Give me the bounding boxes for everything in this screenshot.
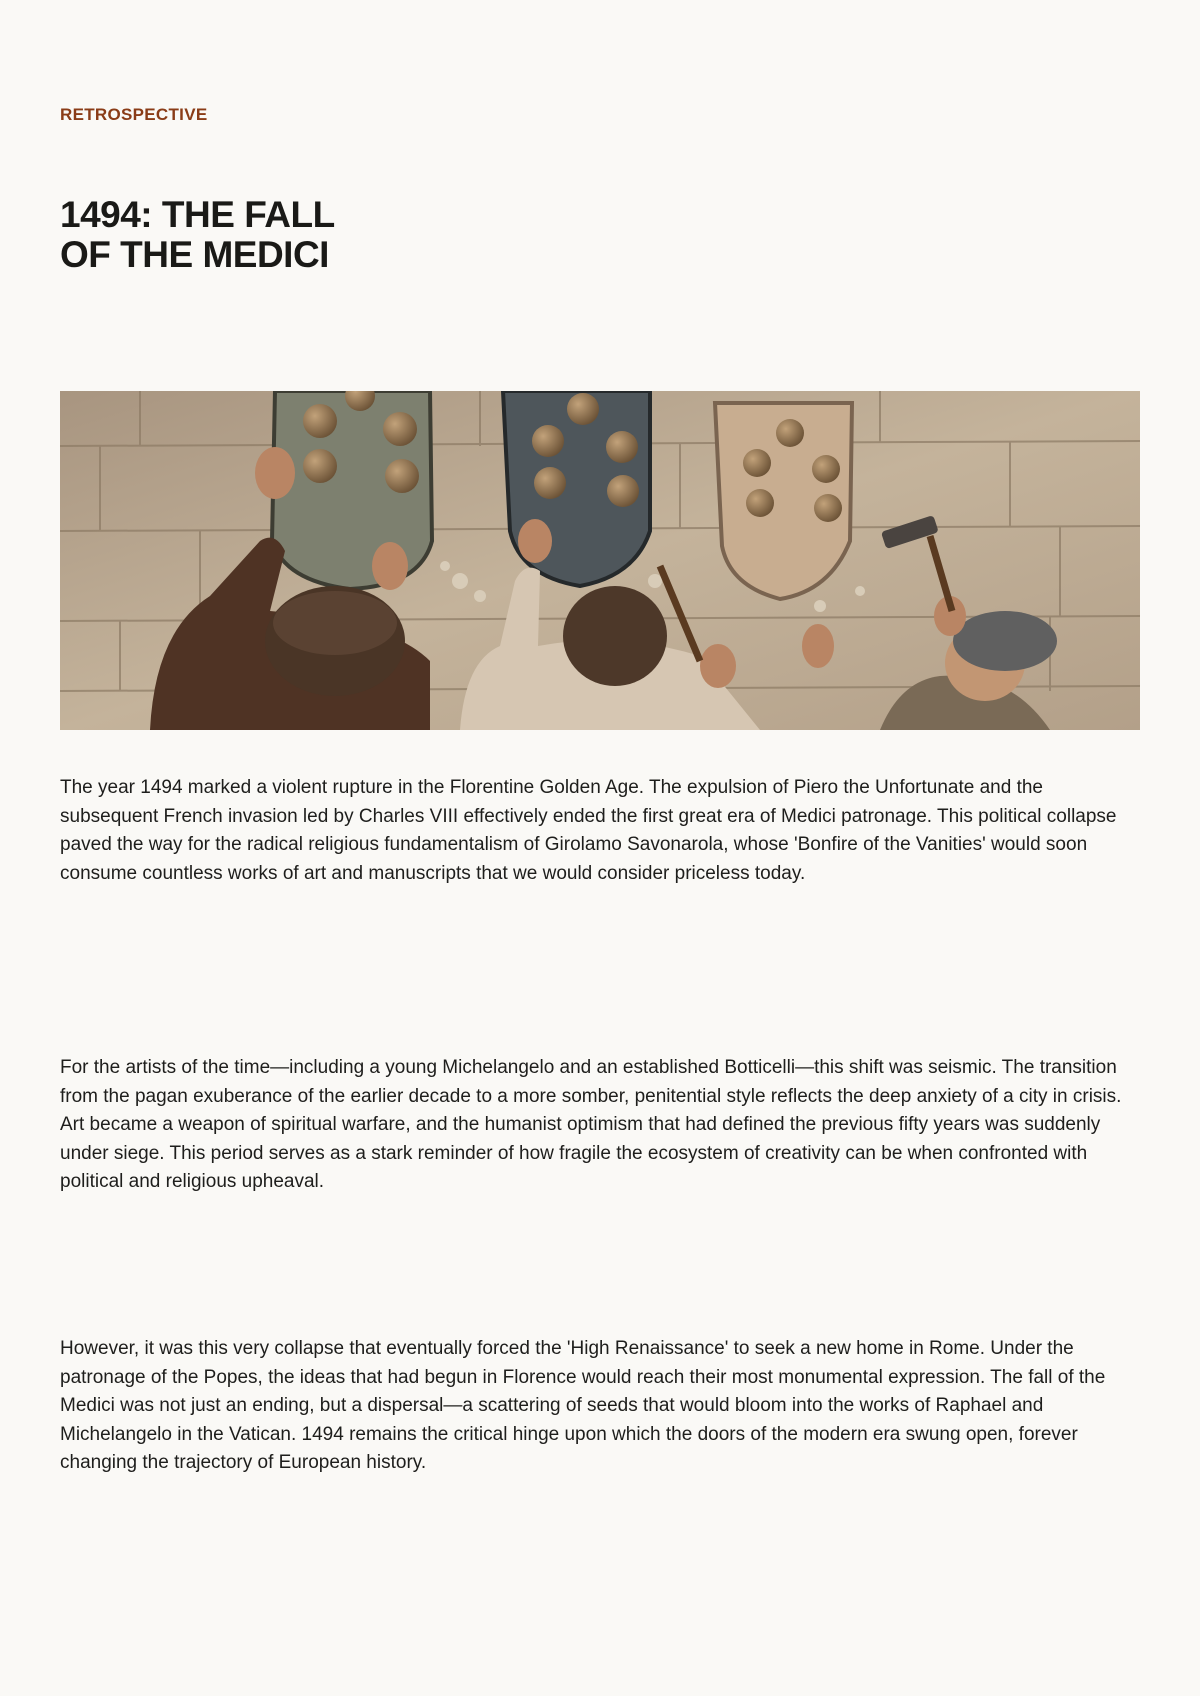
workers-removing-medici-crests-illustration: [60, 391, 1140, 730]
body-paragraph-1: The year 1494 marked a violent rupture in the Florentine Golden Age. The expulsion of Piero the Unfortunate and the subsequent French invasion led by Charles VIII effectively ended the first great era of Medici patronage. This political collapse paved the way for the radical religious fundamentalism of Girolamo Savonarola, whose 'Bonfire of the Vanities' would soon consume countless works of art and manuscripts that we would consider priceless today.: [60, 777, 1117, 884]
body-paragraph-2: For the artists of the time—including a young Michelangelo and an established Botticelli—this shift was seismic. The transition from the pagan exuberance of the earlier decade to a more somber, penitential style reflects the deep anxiety of a city in crisis. Art became a weapon of spiritual warfare, and the humanist optimism that had defined the previous fifty years was suddenly under siege. This period serves as a stark reminder of how fragile the ecosystem of creativity can be when confronted with political and religious upheaval.: [60, 1057, 1122, 1192]
title-line-2: OF THE MEDICI: [60, 234, 329, 275]
title-line-1: 1494: THE FALL: [60, 194, 335, 235]
section-kicker: RETROSPECTIVE: [60, 105, 208, 124]
hero-image: [60, 391, 1140, 730]
article-title: [60, 195, 660, 275]
body-paragraph-3: However, it was this very collapse that eventually forced the 'High Renaissance' to seek a new home in Rome. Under the patronage of the Popes, the ideas that had begun in Florence would reach their most monumental expression. The fall of the Medici was not just an ending, but a dispersal—a scattering of seeds that would bloom into the works of Raphael and Michelangelo in the Vatican. 1494 remains the critical hinge upon which the doors of the modern era swung open, forever changing the trajectory of European history.: [60, 1338, 1106, 1473]
